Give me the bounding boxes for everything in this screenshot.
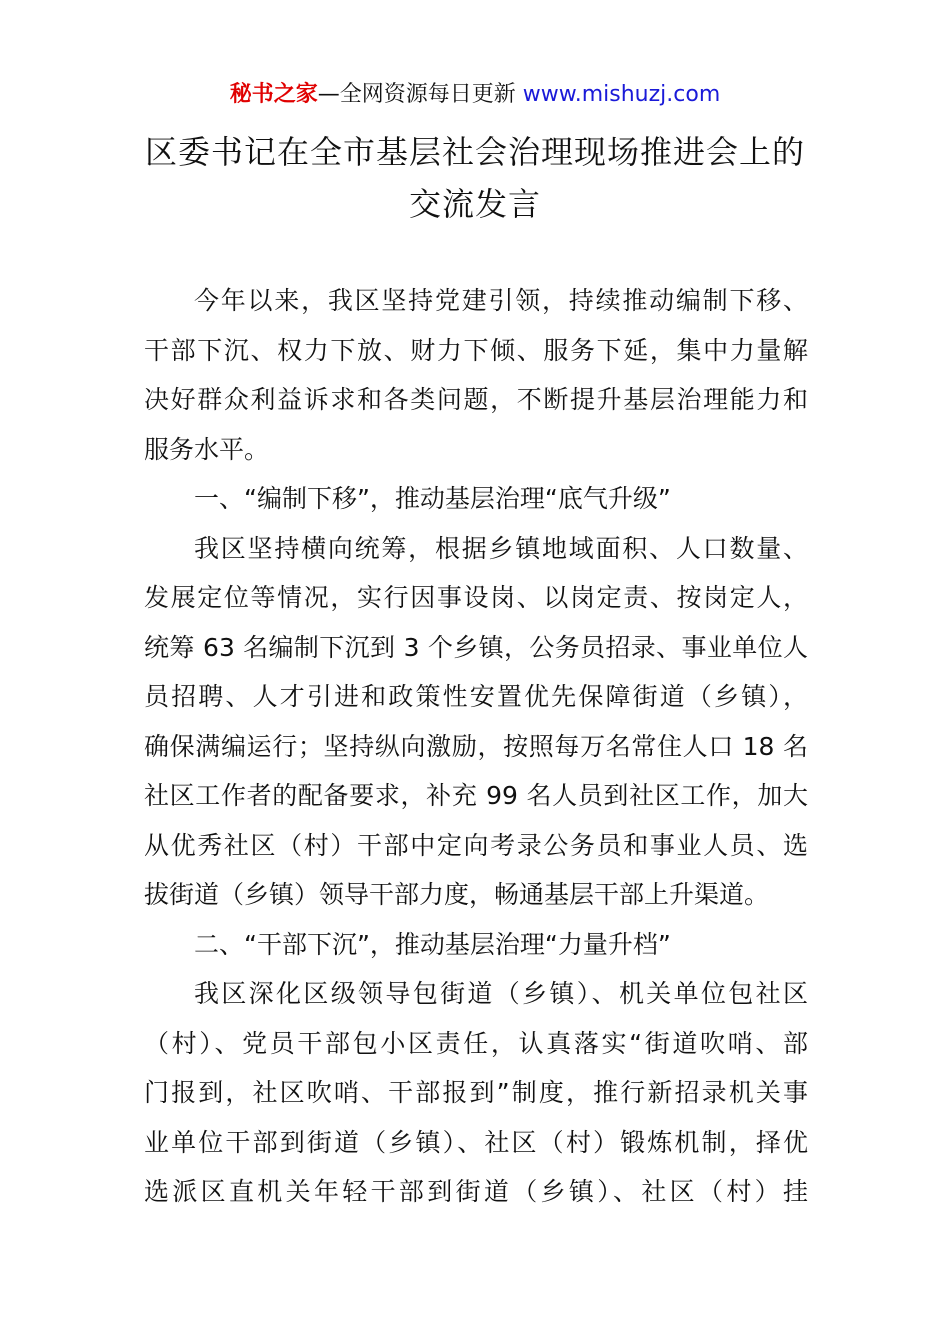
text-line: 发展定位等情况，实行因事设岗、以岗定责、按岗定人， <box>144 583 808 612</box>
text-line: （村）、党员干部包小区责任，认真落实“街道吹哨、部 <box>144 1028 808 1058</box>
brand-name: 秘书之家 <box>229 82 318 107</box>
text-line: 社区工作者的配备要求，补充 99 名人员到社区工作，加大 <box>144 781 808 810</box>
text-line: 业单位干部到街道（乡镇）、社区（村）锻炼机制，择优 <box>144 1127 808 1157</box>
text-line: 今年以来，我区坚持党建引领，持续推动编制下移、 <box>194 286 808 315</box>
text-line: 选派区直机关年轻干部到街道（乡镇）、社区（村）挂 <box>144 1177 808 1206</box>
site-header <box>0 80 950 110</box>
title-line-2: 交流发言 <box>408 185 541 223</box>
header-tagline: —全网资源每日更新 <box>317 82 523 107</box>
document-body <box>144 276 808 1217</box>
paragraph-section-2 <box>144 969 808 1217</box>
section-heading-1: 一、“编制下移”，推动基层治理“底气升级” <box>194 484 671 513</box>
text-line: 我区坚持横向统筹，根据乡镇地域面积、人口数量、 <box>194 533 808 563</box>
section-heading-2: 二、“干部下沉”，推动基层治理“力量升档” <box>194 929 671 959</box>
document-title <box>0 126 950 230</box>
text-line: 决好群众利益诉求和各类问题，不断提升基层治理能力和 <box>144 385 808 414</box>
text-line: 我区深化区级领导包街道（乡镇）、机关单位包社区 <box>194 979 808 1008</box>
paragraph-section-1 <box>144 524 808 920</box>
title-line-1: 区委书记在全市基层社会治理现场推进会上的 <box>144 133 805 171</box>
text-line: 统筹 63 名编制下沉到 3 个乡镇，公务员招录、事业单位人 <box>144 632 808 662</box>
text-line: 服务水平。 <box>144 434 270 464</box>
site-url-link[interactable]: www.mishuzj.com <box>522 82 721 107</box>
text-line: 干部下沉、权力下放、财力下倾、服务下延，集中力量解 <box>144 335 808 365</box>
text-line: 从优秀社区（村）干部中定向考录公务员和事业人员、选 <box>144 830 808 860</box>
text-line: 拔街道（乡镇）领导干部力度，畅通基层干部上升渠道。 <box>144 880 770 909</box>
text-line: 员招聘、人才引进和政策性安置优先保障街道（乡镇）， <box>144 682 808 711</box>
text-line: 门报到，社区吹哨、干部报到”制度，推行新招录机关事 <box>144 1078 808 1107</box>
paragraph-intro <box>144 276 808 474</box>
text-line: 确保满编运行；坚持纵向激励，按照每万名常住人口 18 名 <box>144 731 808 761</box>
